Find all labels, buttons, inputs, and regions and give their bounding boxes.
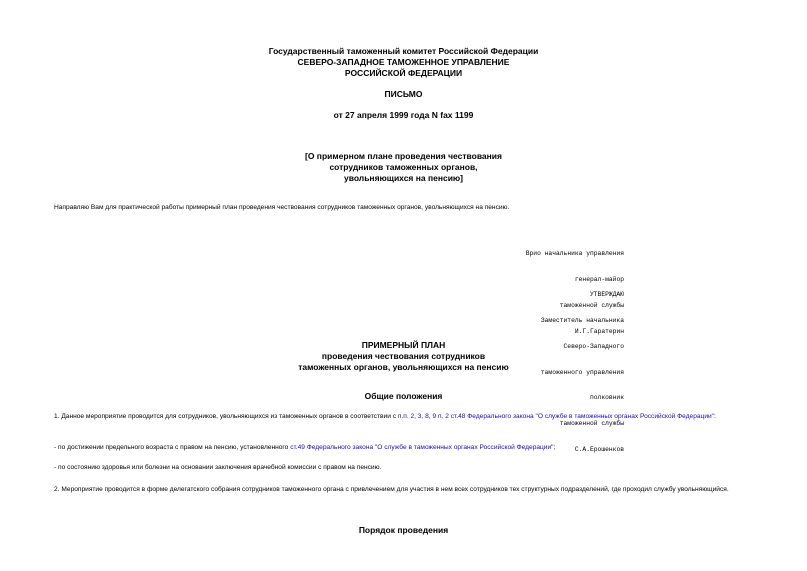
subject-line: увольняющихся на пенсию] xyxy=(343,173,464,183)
intro-paragraph: Направляю Вам для практической работы примерный план проведения чествования сотрудников таможенных органов, увольняющихся на пенсию. xyxy=(54,204,510,211)
doc-date: от 27 апреля 1999 года N fax 1199 xyxy=(333,110,474,120)
signature-line: генерал-майор xyxy=(574,275,624,283)
paragraph-2 xyxy=(54,443,768,452)
document-header xyxy=(0,46,807,79)
approval-line: Заместитель начальника xyxy=(540,316,624,324)
subject-line: [О примерном плане проведения чествования xyxy=(305,151,502,161)
plan-title-line: проведения чествования сотрудников xyxy=(321,351,486,361)
signature-line: Врио начальника управления xyxy=(525,250,624,258)
paragraph-text: - по достижении предельного возраста с правом на пенсию, установленного xyxy=(54,444,291,451)
approval-line: таможенной службы xyxy=(559,420,624,428)
approval-line: таможенного управления xyxy=(540,368,624,376)
law-link[interactable]: п.п. 2, 3, 8, 9 п. 2 ст.48 Федерального закона "О службе в таможенных органах Российской Федерации" xyxy=(397,413,715,420)
org-name-line: Государственный таможенный комитет Российской Федерации xyxy=(268,46,539,56)
approval-line: Северо-Западного xyxy=(563,342,624,350)
doc-subject xyxy=(0,151,807,184)
paragraph-text: ; xyxy=(553,444,556,451)
paragraph-text: : xyxy=(714,413,716,420)
law-link[interactable]: ст.49 Федерального закона "О службе в таможенных органах Российской Федерации" xyxy=(290,444,554,451)
signature-line: И.Г.Гаратерин xyxy=(574,327,624,335)
subject-line: сотрудников таможенных органов, xyxy=(329,162,478,172)
plan-title-line: таможенных органов, увольняющихся на пенсию xyxy=(298,362,509,372)
doc-type: ПИСЬМО xyxy=(384,89,423,99)
plan-title xyxy=(0,340,807,373)
paragraph-3: - по состоянию здоровья или болезни на основании заключения врачебной комиссии с правом на пенсию. xyxy=(54,464,382,471)
section-heading: Общие положения xyxy=(364,391,443,401)
paragraph-1 xyxy=(40,412,768,421)
paragraph-text: 1. Данное мероприятие проводится для сотрудников, увольняющихся из таможенных органов в соответствии с xyxy=(54,413,398,420)
section-heading: Порядок проведения xyxy=(358,525,449,535)
approval-line: УТВЕРЖДАЮ xyxy=(589,291,624,299)
paragraph-4: 2. Мероприятие проводится в форме делегатского собрания сотрудников таможенного органа с привлечением для участия в нем всех сотрудников тех структурных подразделений, где проходил службу увольняющийся. xyxy=(54,486,729,493)
approval-line: С.А.Ерошенков xyxy=(574,445,624,453)
org-name-line: РОССИЙСКОЙ ФЕДЕРАЦИИ xyxy=(344,68,463,78)
plan-title-line: ПРИМЕРНЫЙ ПЛАН xyxy=(361,340,446,350)
org-name-line: СЕВЕРО-ЗАПАДНОЕ ТАМОЖЕННОЕ УПРАВЛЕНИЕ xyxy=(297,57,510,67)
approval-line: полковник xyxy=(589,394,624,402)
signature-line: таможенной службы xyxy=(559,301,624,309)
